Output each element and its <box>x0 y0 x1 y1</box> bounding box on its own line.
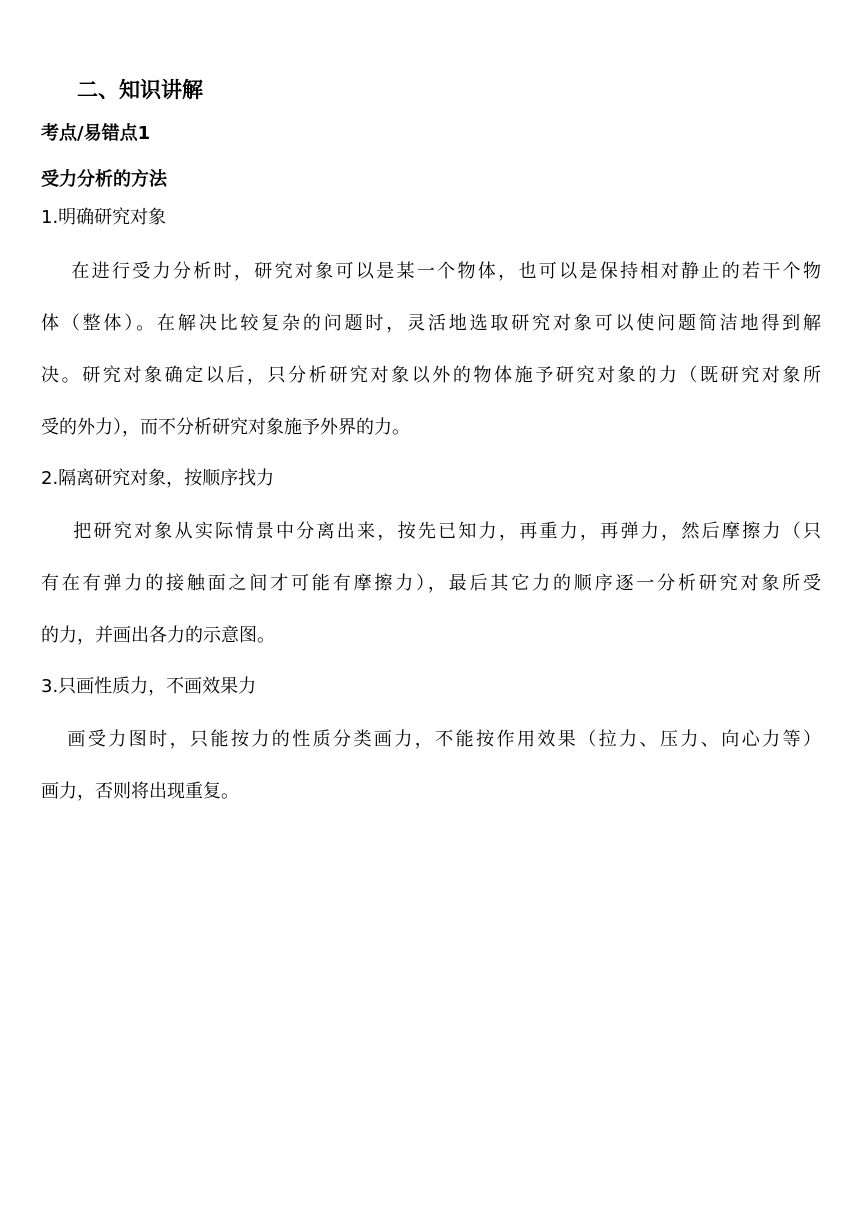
paragraph-line: 把研究对象从实际情景中分离出来，按先已知力，再重力，再弹力，然后摩擦力（只 <box>53 521 821 542</box>
paragraph-line: 的力，并画出各力的示意图。 <box>41 625 275 646</box>
paragraph-line: 决。研究对象确定以后，只分析研究对象以外的物体施予研究对象的力（既研究对象所 <box>41 365 821 386</box>
paragraph-line: 画力，否则将出现重复。 <box>41 781 239 802</box>
item-1-paragraph <box>41 246 821 454</box>
item-3-paragraph <box>41 714 821 818</box>
item-2-paragraph <box>41 506 821 662</box>
point-title: 考点/易错点1 <box>41 123 151 144</box>
topic-title: 受力分析的方法 <box>41 169 167 190</box>
paragraph-line: 有在有弹力的接触面之间才可能有摩擦力），最后其它力的顺序逐一分析研究对象所受 <box>41 573 821 594</box>
item-1-heading: 1.明确研究对象 <box>41 207 167 228</box>
item-2-heading: 2.隔离研究对象，按顺序找力 <box>41 468 275 489</box>
section-title: 二、知识讲解 <box>77 78 203 102</box>
paragraph-line: 受的外力），而不分析研究对象施予外界的力。 <box>41 417 410 438</box>
paragraph-line: 在进行受力分析时，研究对象可以是某一个物体，也可以是保持相对静止的若干个物 <box>51 261 821 282</box>
item-3-heading: 3.只画性质力，不画效果力 <box>41 676 257 697</box>
paragraph-line: 画受力图时，只能按力的性质分类画力，不能按作用效果（拉力、压力、向心力等） <box>47 729 821 750</box>
paragraph-line: 体（整体）。在解决比较复杂的问题时，灵活地选取研究对象可以使问题简洁地得到解 <box>41 313 821 334</box>
